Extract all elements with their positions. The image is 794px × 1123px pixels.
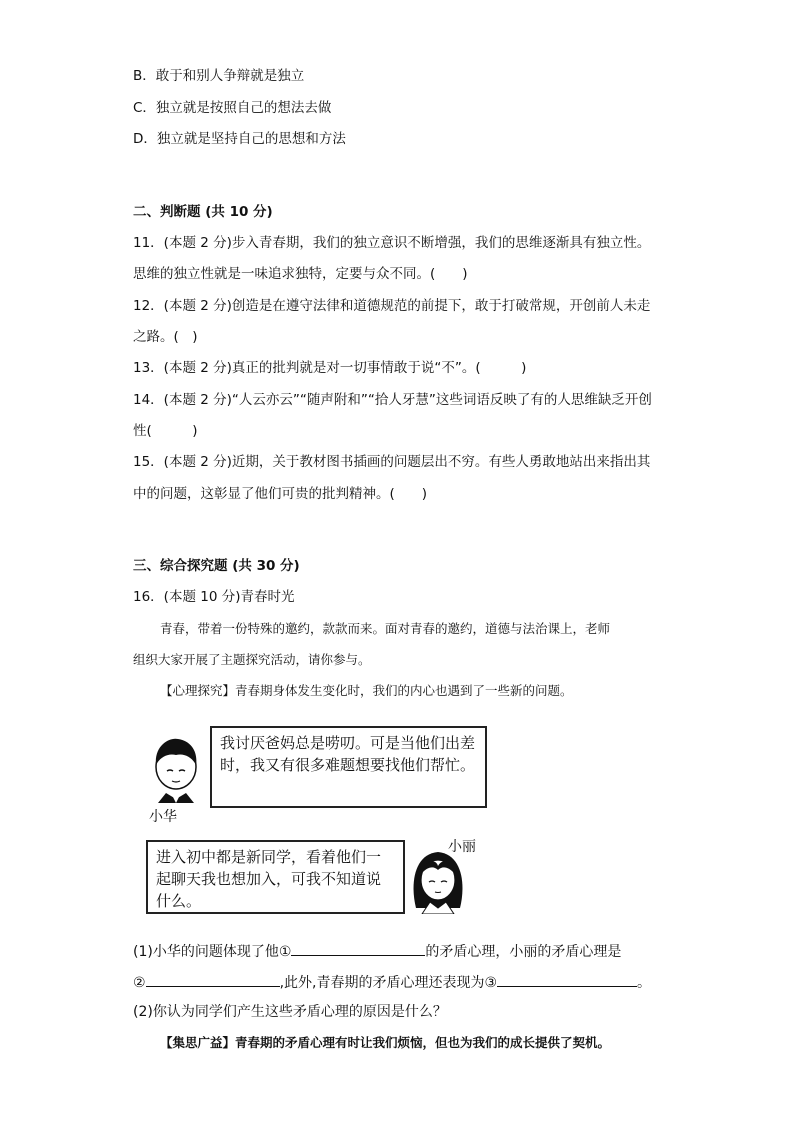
sub-question-1-text-a: (1)小华的问题体现了他①	[133, 944, 292, 960]
xiaohua-speech-bubble: 我讨厌爸妈总是唠叨。可是当他们出差时，我又有很多难题想要找他们帮忙。	[210, 726, 487, 808]
question-14-line-1: 14．(本题 2 分)“人云亦云”“随声附和”“拾人牙慧”这些词语反映了有的人思维缺乏开创	[133, 392, 652, 408]
question-14-line-2: 性( )	[133, 423, 198, 439]
question-15-line-1: 15．(本题 2 分)近期，关于教材图书插画的问题层出不穷。有些人勇敢地站出来指出其	[133, 454, 651, 470]
question-11-line-1: 11．(本题 2 分)步入青春期，我们的独立意识不断增强，我们的思维逐渐具有独立性。	[133, 235, 651, 251]
sub-question-2: (2)你认为同学们产生这些矛盾心理的原因是什么？	[133, 1004, 447, 1020]
intro-line-1: 青春，带着一份特殊的邀约，款款而来。面对青春的邀约，道德与法治课上，老师	[160, 621, 611, 636]
question-12-line-2: 之路。( )	[133, 329, 198, 345]
sub-question-1-line-1	[133, 941, 621, 961]
xiaoli-speech-bubble: 进入初中都是新同学，看着他们一起聊天我也想加入，可我不知道说什么。	[146, 840, 405, 914]
question-12-line-1: 12．(本题 2 分)创造是在遵守法律和道德规范的前提下，敢于打破常规，开创前人未走	[133, 298, 651, 314]
sub-question-1-line-2	[133, 972, 651, 992]
answer-blank-1[interactable]	[291, 941, 425, 956]
option-b: B．敢于和别人争辩就是独立	[133, 68, 305, 84]
question-15-line-2: 中的问题，这彰显了他们可贵的批判精神。( )	[133, 486, 428, 502]
question-16-title: 16．(本题 10 分)青春时光	[133, 589, 295, 605]
sub-question-1-text-d: ,此外,青春期的矛盾心理还表现为③	[279, 975, 498, 991]
question-11-line-2: 思维的独立性就是一味追求独特，定要与众不同。( )	[133, 266, 468, 282]
xiaohua-name: 小华	[149, 809, 177, 825]
intro-line-2: 组织大家开展了主题探究活动，请你参与。	[133, 652, 371, 667]
question-13: 13．(本题 2 分)真正的批判就是对一切事情敢于说“不”。( )	[133, 360, 527, 376]
section-3-heading: 三、综合探究题 (共 30 分)	[133, 558, 300, 574]
section-2-heading: 二、判断题 (共 10 分)	[133, 204, 273, 220]
psych-explore: 【心理探究】青春期身体发生变化时，我们的内心也遇到了一些新的问题。	[160, 683, 573, 698]
sub-question-1-text-b: 的矛盾心理，小丽的矛盾心理是	[425, 944, 622, 960]
option-d: D．独立就是坚持自己的思想和方法	[133, 131, 346, 147]
answer-blank-2[interactable]	[146, 972, 280, 987]
answer-blank-3[interactable]	[497, 972, 637, 987]
boy-avatar-icon	[148, 733, 204, 803]
option-c: C．独立就是按照自己的想法去做	[133, 100, 332, 116]
sub-question-1-text-e: 。	[637, 975, 652, 991]
brainstorm-text: 【集思广益】青春期的矛盾心理有时让我们烦恼，但也为我们的成长提供了契机。	[160, 1035, 611, 1050]
xiaoli-name: 小丽	[448, 839, 476, 855]
girl-avatar-icon	[408, 848, 468, 914]
sub-question-1-text-c: ②	[133, 975, 146, 991]
